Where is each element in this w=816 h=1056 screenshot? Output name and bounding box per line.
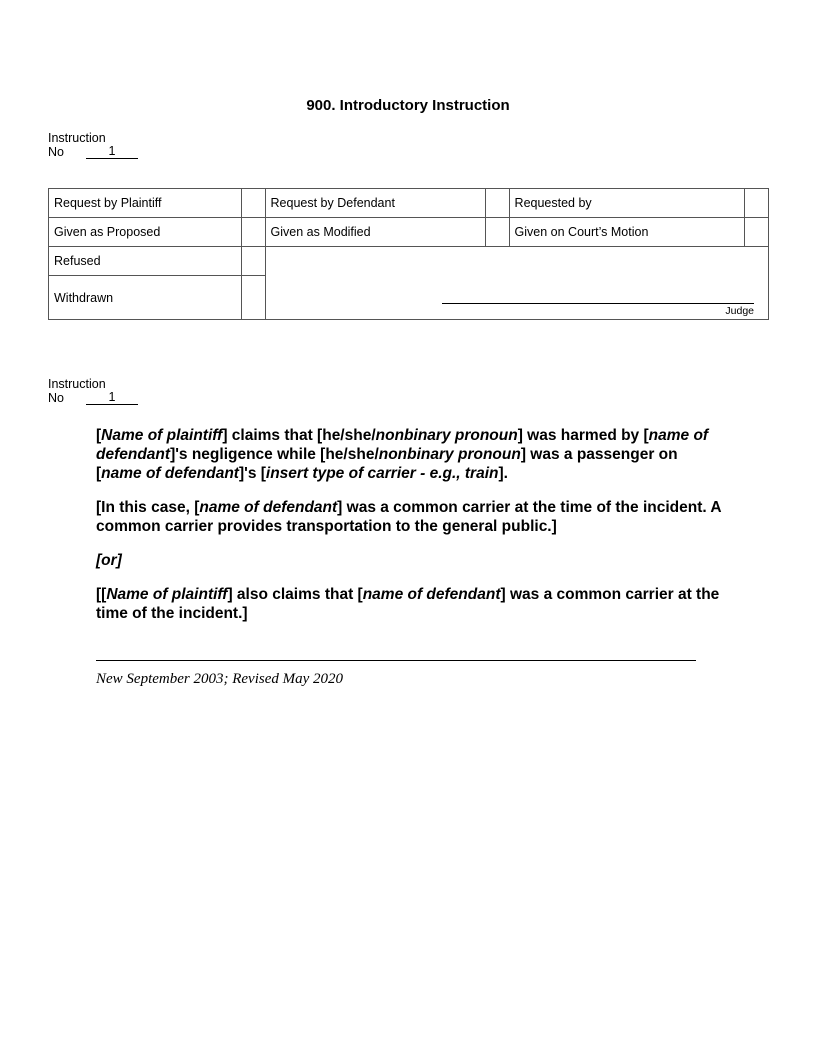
given-as-proposed-checkbox[interactable] (241, 218, 265, 247)
instruction-label: Instruction (48, 377, 106, 391)
text-run: ] was a common carrier at the time of the incident.] (96, 586, 720, 622)
placeholder-text: insert type of carrier - e.g., train (265, 465, 499, 482)
requested-by-checkbox[interactable] (745, 189, 769, 218)
withdrawn-label: Withdrawn (49, 276, 242, 320)
text-run: ] was harmed by [ (517, 427, 649, 444)
text-run: ] was a passenger on [ (96, 446, 678, 482)
placeholder-text: name of defendant (362, 586, 501, 603)
placeholder-text: Name of plaintiff (101, 427, 223, 444)
request-by-defendant-checkbox[interactable] (485, 189, 509, 218)
placeholder-text: nonbinary pronoun (375, 427, 518, 444)
request-by-plaintiff-checkbox[interactable] (241, 189, 265, 218)
placeholder-text: nonbinary pronoun (378, 446, 521, 463)
text-run: ]. (498, 465, 508, 482)
placeholder-text: name of defendant (101, 465, 239, 482)
page-title: 900. Introductory Instruction (306, 97, 510, 114)
divider (96, 660, 696, 661)
withdrawn-checkbox[interactable] (241, 276, 265, 320)
text-run: ] was a common carrier at the time of the incident. A common carrier provides transportation to the general public.] (96, 499, 722, 535)
text-run: ] also claims that [ (227, 586, 363, 603)
placeholder-text: name of defendant (199, 499, 338, 516)
judge-signature-line[interactable] (442, 303, 754, 304)
text-run: [ (96, 427, 102, 444)
requested-by-label: Requested by (509, 189, 744, 218)
given-as-modified-checkbox[interactable] (485, 218, 509, 247)
placeholder-text: name of defendant (96, 427, 709, 463)
judge-signature-area (265, 247, 768, 320)
request-table (48, 188, 769, 320)
given-on-courts-motion-checkbox[interactable] (745, 218, 769, 247)
paragraph-4 (96, 585, 726, 623)
no-label: No (48, 391, 64, 405)
text-run: ]'s negligence while [he/she/ (170, 446, 379, 463)
instruction-label: Instruction (48, 131, 106, 145)
request-by-plaintiff-label: Request by Plaintiff (49, 189, 242, 218)
paragraph-1 (96, 426, 726, 483)
given-as-modified-label: Given as Modified (265, 218, 485, 247)
refused-checkbox[interactable] (241, 247, 265, 276)
placeholder-text: Name of plaintiff (106, 586, 228, 603)
no-label: No (48, 145, 64, 159)
refused-label: Refused (49, 247, 242, 276)
text-run: [[ (96, 586, 107, 603)
given-on-courts-motion-label: Given on Court’s Motion (509, 218, 744, 247)
text-run: [In this case, [ (96, 499, 200, 516)
paragraph-2 (96, 498, 726, 536)
given-as-proposed-label: Given as Proposed (49, 218, 242, 247)
paragraph-3 (96, 551, 726, 570)
text-run: ]'s [ (238, 465, 266, 482)
text-run: ] claims that [he/she/ (222, 427, 376, 444)
judge-label: Judge (725, 305, 754, 317)
request-by-defendant-label: Request by Defendant (265, 189, 485, 218)
revision-history: New September 2003; Revised May 2020 (96, 671, 344, 687)
instruction-number-block-top (48, 131, 138, 159)
instruction-number: 1 (86, 391, 138, 405)
instruction-body (96, 426, 726, 638)
alternative-marker: [or] (96, 552, 122, 569)
instruction-number-block-bottom (48, 377, 138, 405)
instruction-number: 1 (86, 145, 138, 159)
